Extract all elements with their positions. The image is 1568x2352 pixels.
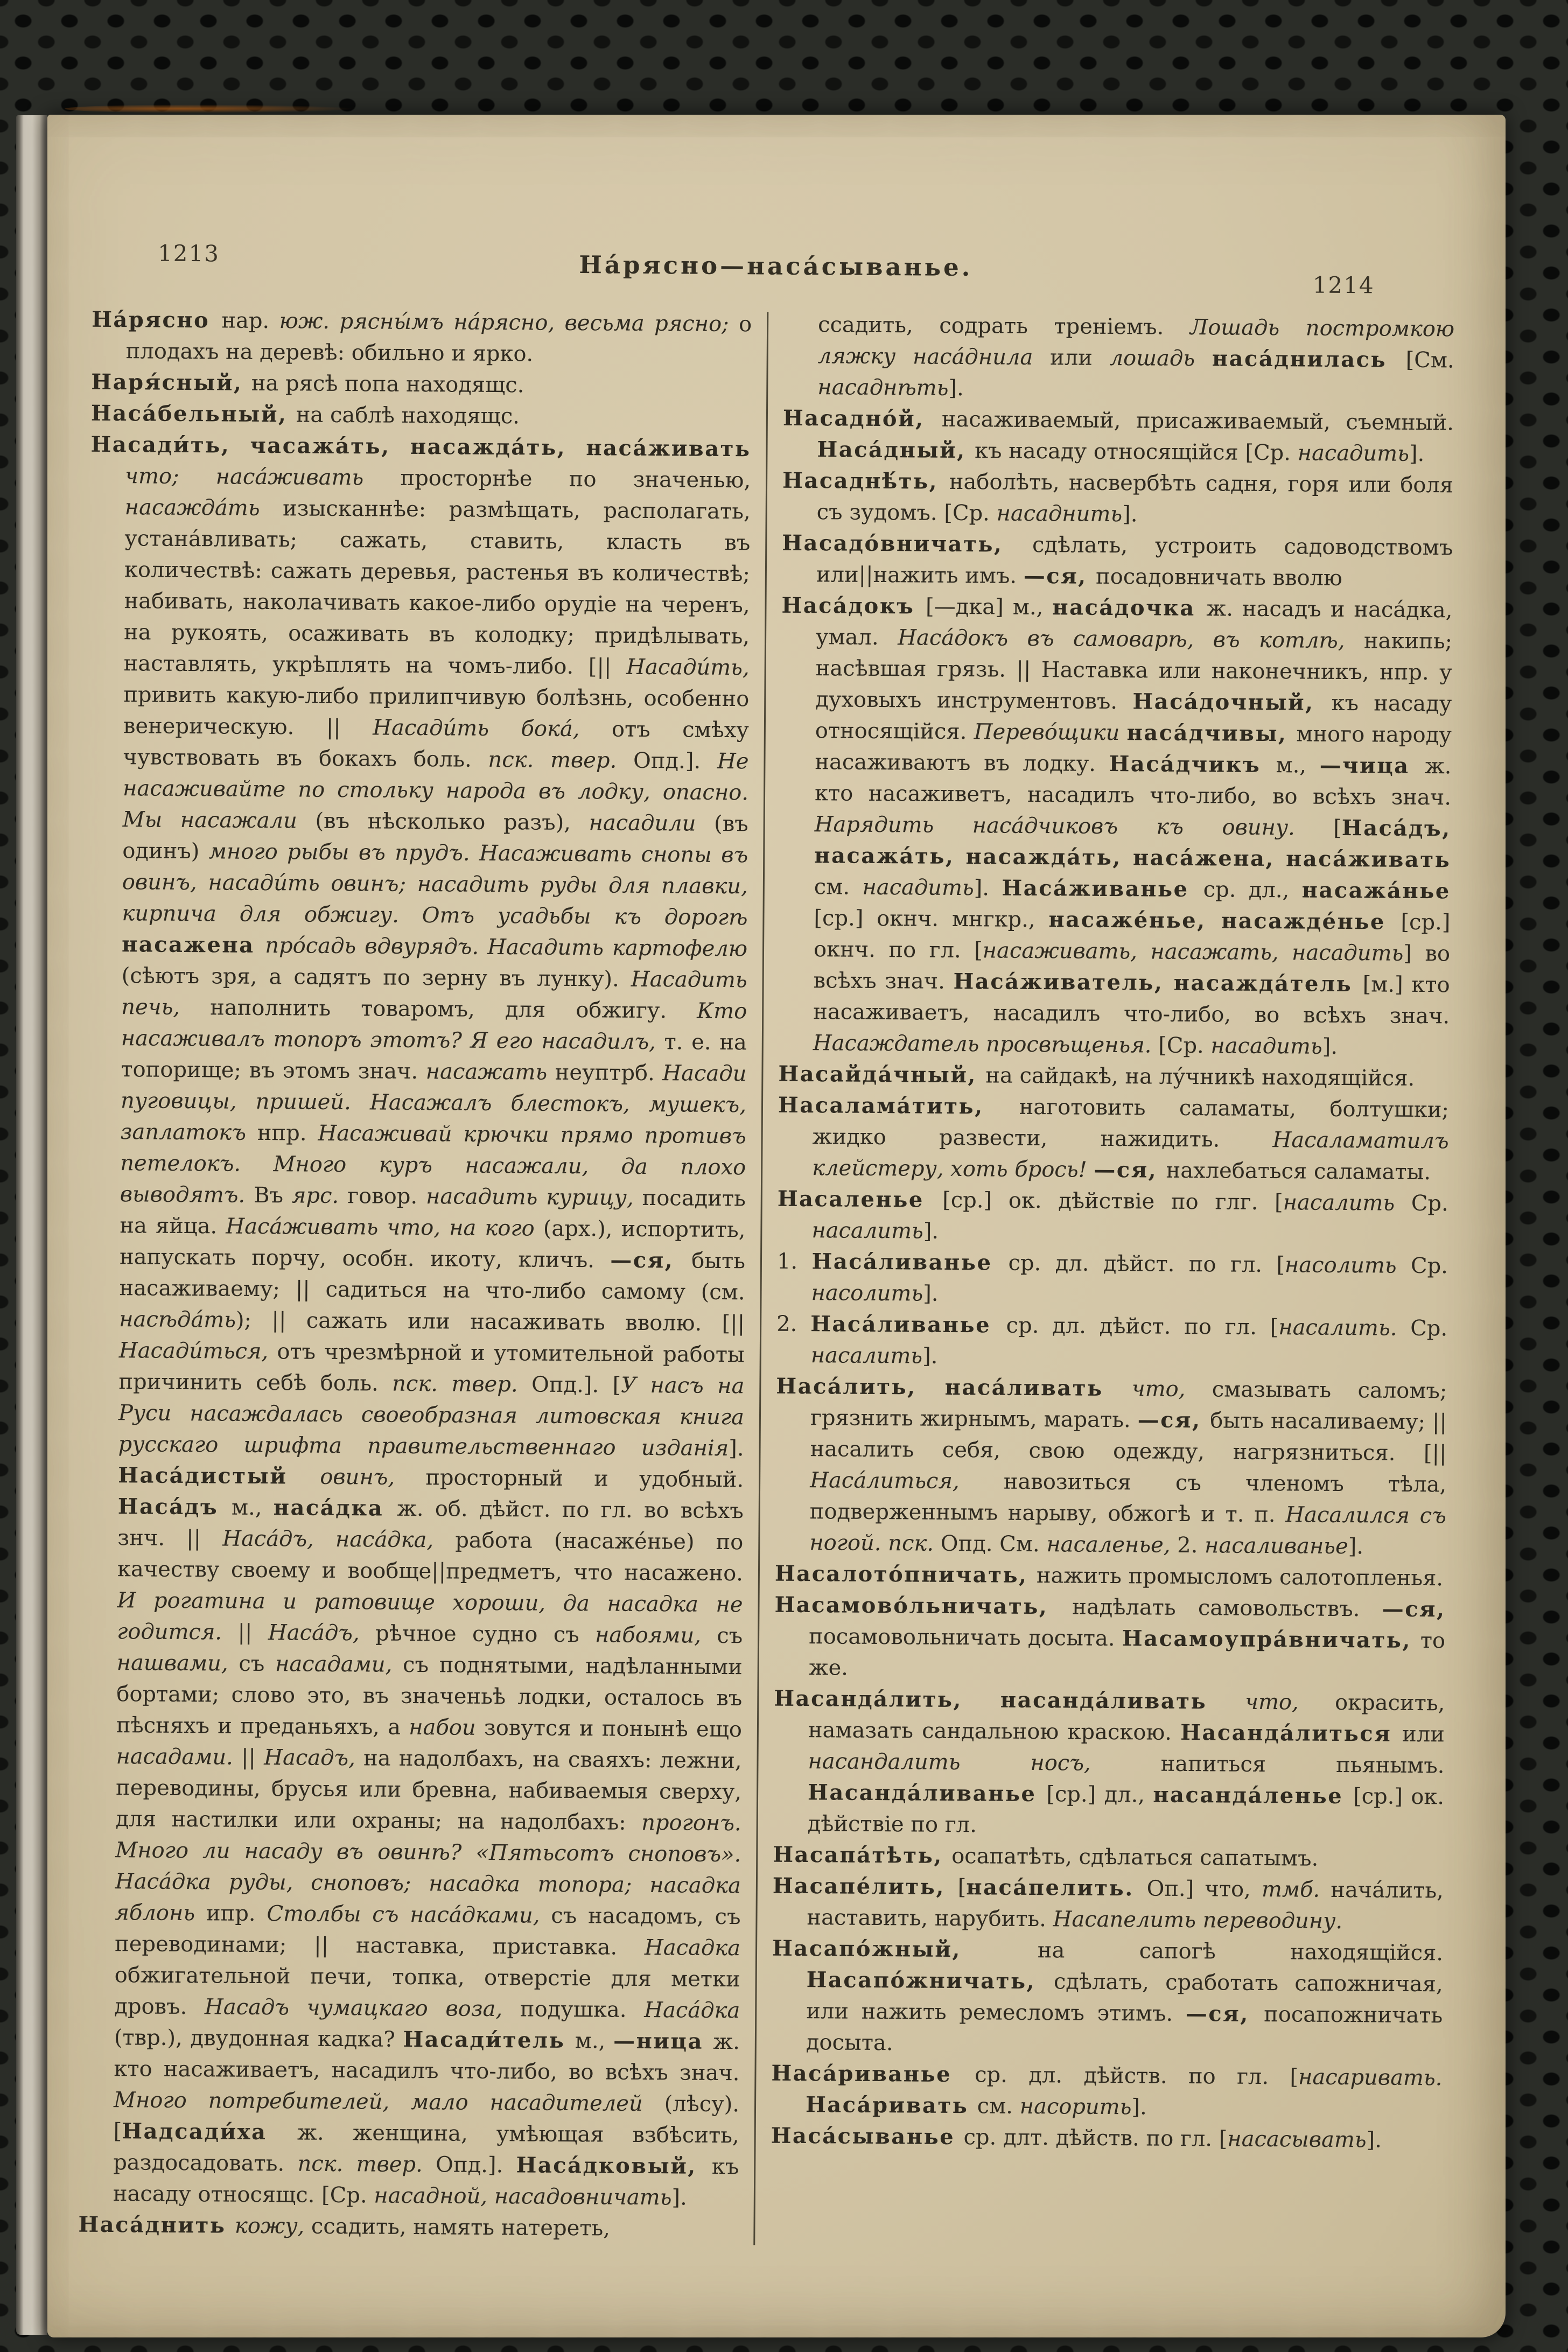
entry-text-segment: (въ одинъ) — [122, 811, 748, 864]
entry-text-segment: Наса́живать что, на кого — [226, 1214, 543, 1241]
dictionary-entry — [91, 398, 751, 434]
entry-text-segment: юж. рясны́мъ на́рясно, весьма рясно; — [279, 309, 739, 337]
entry-text-segment: быть насаживаему; || садиться на что-либо самому (см. — [119, 1248, 746, 1305]
entry-text-segment: ]. — [671, 2185, 687, 2210]
dictionary-entry — [779, 590, 1453, 1063]
entry-text-segment: накипь; насѣвшая грязь. || Наставка или наконечникъ, нпр. у духовыхъ инструментовъ. — [815, 628, 1453, 715]
entry-text-segment: м., — [575, 2028, 614, 2054]
entry-text-segment: ср. дл. дѣйст. по гл. [ — [1008, 1250, 1285, 1278]
entry-text-segment: ср. дл. дѣйст. по гл. [ — [1006, 1313, 1279, 1340]
entry-text-segment: (лѣсу). [ — [113, 2091, 740, 2144]
entry-text-segment: пск. твер. — [297, 2151, 436, 2178]
entry-text-segment: кожу, — [234, 2213, 312, 2239]
entry-text-segment: Опд.]. — [633, 748, 718, 774]
entry-text-segment: насаривать. — [1298, 2064, 1443, 2091]
entry-text-segment: съ поднятыми, надѣланными бортами; слово это, въ значеньѣ лодки, осталось въ пѣсняхъ и преданьяхъ, а — [116, 1652, 743, 1740]
entry-text-segment: съ — [239, 1651, 276, 1677]
entry-text-segment: Наса́риванье — [771, 2060, 975, 2088]
dictionary-entry — [775, 1558, 1446, 1594]
entry-text-segment: —ся, — [1023, 563, 1096, 589]
book-cover-edge — [65, 104, 355, 113]
entry-text-segment: окрасить, намазать сандальною краскою. — [808, 1690, 1445, 1745]
entry-text-segment: ]. — [1348, 1534, 1364, 1559]
entry-text-segment: Лошадь постромкою ляжку наса́днила — [817, 314, 1455, 370]
dictionary-entry — [92, 304, 752, 372]
entry-text-segment: —ница — [613, 2028, 713, 2054]
entry-text-segment: —ся, — [610, 1247, 692, 1273]
entry-text-segment: посадить на яйца. — [120, 1185, 746, 1239]
entry-text-segment: ипр. — [206, 1901, 267, 1927]
entry-text-segment: ярс. — [291, 1183, 348, 1209]
entry-text-segment: надѣлать самовольствъ. — [1072, 1594, 1382, 1622]
entry-text-segment: (сѣютъ зря, а садятъ по зерну въ лунку). — [121, 963, 631, 992]
entry-text-segment: насалить — [810, 1343, 923, 1369]
entry-text-segment: Насамово́льничать, — [774, 1592, 1073, 1620]
entry-text-segment: ж. об. дѣйст. по гл. во всѣхъ знч. || — [117, 1496, 744, 1551]
entry-text-segment: Насадно́й, — [782, 405, 942, 432]
dictionary-entry — [772, 1933, 1444, 2063]
dictionary-entry — [782, 528, 1453, 595]
entry-text-segment: напиться пьянымъ. — [1160, 1751, 1445, 1779]
dictionary-entry — [776, 1308, 1448, 1376]
entry-text-segment: насажда́ть — [124, 495, 283, 521]
entry-text-segment: ]. — [1366, 2127, 1382, 2153]
dictionary-entry — [773, 1839, 1444, 1875]
entry-text-segment: прогонъ. Много ли насаду въ овинѣ? «Пятьсотъ сноповъ». Наса́дка руды, сноповъ; насадка топора; насадка яблонь — [115, 1810, 741, 1926]
entry-text-segment: насадить — [862, 874, 974, 901]
entry-text-segment: нача́лить, наставить, нарубить. — [807, 1877, 1444, 1932]
dictionary-entry — [773, 1683, 1445, 1844]
entry-text-segment: И рогатина и ратовище хороши, да насадка не годится. — [117, 1588, 743, 1645]
entry-text-segment: Насади́ть бока́, — [373, 715, 612, 742]
entry-text-segment: нажить промысломъ салотопленья. — [1036, 1563, 1444, 1591]
entry-text-segment: Наса́ливанье — [811, 1249, 1009, 1276]
entry-text-segment: м., — [231, 1495, 274, 1521]
entry-text-segment: (въ нѣсколько разъ), — [315, 808, 589, 836]
entry-text-segment: насаливанье — [1204, 1533, 1348, 1559]
column-divider — [753, 312, 768, 2245]
entry-text-segment: Наса́днить — [78, 2211, 235, 2238]
entry-text-segment: наполнить товаромъ, для обжигу. — [210, 995, 697, 1024]
entry-text-segment: смазывать саломъ; грязнить жирнымъ, марать. — [810, 1377, 1447, 1433]
dictionary-entry — [772, 1871, 1444, 1938]
entry-text-segment: насалить — [811, 1218, 923, 1244]
entry-text-segment: Наса́ливанье — [810, 1311, 1006, 1338]
entry-text-segment: [ср.] окнч. мнгкр., — [814, 906, 1049, 933]
entry-text-segment: На́рясно — [92, 306, 222, 333]
entry-text-segment: Наса́докъ — [781, 592, 926, 619]
entry-text-segment: Столбы съ наса́дками, — [267, 1901, 551, 1928]
entry-text-segment: Опд.]. [ — [531, 1372, 621, 1398]
entry-text-segment: наболѣть, насвербѣть садня, горя или боля съ зудомъ. [Ср. — [816, 469, 1454, 526]
entry-text-segment: ср. длт. дѣйств. по гл. [ — [963, 2125, 1228, 2152]
entry-text-segment: просторный и удобный. — [425, 1465, 744, 1493]
column-right — [770, 309, 1454, 2250]
entry-text-segment: Насапо́жный, — [772, 1935, 1038, 1963]
entry-text-segment: осапатѣть, сдѣлаться сапатымъ. — [951, 1843, 1319, 1871]
entry-text-segment: просторнѣе по значенью, — [400, 465, 751, 493]
entry-text-segment: насажена — [121, 932, 265, 958]
dictionary-entry — [777, 1184, 1448, 1251]
entry-text-segment: посадовничать вволю — [1095, 564, 1343, 591]
entry-text-segment: насанда́ленье — [1153, 1782, 1354, 1809]
entry-text-segment: Кто насаживалъ топоръ этотъ? Я его насадилъ, — [121, 998, 747, 1055]
entry-text-segment: что, — [1245, 1689, 1335, 1715]
entry-text-segment: Наса́дъ, насажа́ть, насажда́ть, наса́жена, наса́живать — [814, 815, 1451, 873]
dictionary-text-body — [78, 304, 1454, 2250]
entry-text-segment: Насалото́пничать, — [774, 1560, 1037, 1588]
entry-text-segment: т. е. на топорище; въ этомъ знач. — [121, 1030, 747, 1084]
entry-text-segment: насалить — [1283, 1190, 1412, 1216]
entry-text-segment: Наса́дчикъ — [1109, 751, 1276, 778]
entry-text-segment: овинъ, — [320, 1464, 426, 1490]
entry-text-segment: наса́дчивы, — [1126, 720, 1297, 747]
entry-text-segment: ]. — [923, 1219, 939, 1244]
dictionary-entry — [771, 2120, 1441, 2157]
entry-text-segment: —ся, — [1137, 1407, 1210, 1433]
entry-text-segment: ]. — [923, 1281, 939, 1306]
entry-text-segment: насорить — [1019, 2094, 1132, 2120]
entry-text-segment: Насадъ чумацкаго воза, — [204, 1994, 521, 2022]
entry-text-segment: Насанда́лить, насанда́ливать — [774, 1685, 1245, 1714]
entry-text-segment: Насадить печь, — [121, 967, 747, 1020]
entry-text-segment: Насалама́тить, — [778, 1092, 1019, 1119]
entry-text-segment: см. — [814, 874, 863, 900]
entry-text-segment: ж. кто насаживаетъ, насадилъ что-либо, во всѣхъ знач. — [114, 2029, 740, 2086]
entry-text-segment: Наса́дковый, — [516, 2152, 712, 2179]
dictionary-entry — [778, 1059, 1449, 1095]
entry-text-segment: —ся, — [1094, 1157, 1166, 1183]
entry-text-segment: ж. насадъ и наса́дка, умал. — [815, 596, 1453, 650]
entry-text-segment: говор. — [347, 1184, 426, 1209]
entry-text-segment: насаже́нье, насажде́нье — [1048, 907, 1401, 935]
entry-text-segment: быть насаливаему; || насалить себя, свою одежду, нагрязниться. [|| — [810, 1408, 1447, 1466]
entry-text-segment: набоями, — [594, 1622, 717, 1648]
entry-text-segment: [ср.] дл., — [1046, 1782, 1153, 1808]
entry-text-segment: на саблѣ находящс. — [296, 402, 520, 429]
entry-text-segment: Насалился съ ногой. пск. — [809, 1502, 1446, 1556]
entry-text-segment: на сапогѣ находящійся. — [1037, 1938, 1444, 1966]
dictionary-entry — [782, 465, 1454, 533]
entry-text-segment: насадить курицу, — [425, 1184, 642, 1210]
entry-text-segment: наса́днилась — [1212, 346, 1406, 373]
entry-text-segment: посамовольничать досыта. — [808, 1624, 1123, 1651]
entry-text-segment: работа (насаже́нье) по качеству своему и вообще||предметъ, что насажено. — [117, 1528, 744, 1586]
entry-text-segment: наса́пелить. — [966, 1874, 1147, 1901]
entry-text-segment: Насамоупра́вничать, — [1122, 1626, 1421, 1654]
entry-text-segment: ср. дл. дѣйств. по гл. [ — [975, 2062, 1299, 2090]
entry-text-segment: на рясѣ попа находящс. — [251, 370, 524, 398]
entry-text-segment: зовутся и понынѣ ещо — [484, 1715, 743, 1742]
entry-text-segment: ]. — [948, 375, 964, 401]
entry-text-segment: Наса́литься, — [810, 1468, 1004, 1494]
entry-text-segment: насажать — [425, 1059, 555, 1085]
entry-text-segment: Наса́дистый — [118, 1462, 320, 1489]
entry-text-segment: —чица — [1319, 752, 1425, 779]
entry-text-segment: сдѣлать, сработать сапожничая, или нажить ремесломъ этимъ. — [806, 1969, 1443, 2027]
entry-text-segment: съ — [717, 1623, 743, 1649]
entry-text-segment: [Ср. — [1158, 1033, 1211, 1059]
entry-text-segment: что; наса́живать — [124, 464, 401, 491]
entry-text-segment: У насъ на Руси насаждалась своеобразная литовская книга русскаго шрифта правительственнаго изданія — [118, 1373, 745, 1461]
entry-text-segment: Насанда́литься — [1180, 1719, 1403, 1747]
entry-text-segment: Перево́щики — [974, 719, 1127, 746]
entry-text-segment: Опд.]. — [435, 2152, 516, 2178]
entry-text-segment: [ср.] ок. дѣйствіе по гл. — [807, 1784, 1445, 1838]
entry-text-segment: ]. — [922, 1343, 938, 1369]
entry-text-segment: [ — [1333, 815, 1342, 841]
entry-text-segment: Много потребителей, мало насадителей — [113, 2088, 664, 2117]
entry-text-segment: сдѣлать, устроить садоводствомъ или||нажить имъ. — [816, 532, 1453, 589]
entry-text-segment: Насади́ться, — [118, 1338, 277, 1364]
entry-text-segment: насаднѣть — [817, 375, 949, 401]
entry-text-segment: Насаднѣ́ть, — [782, 467, 950, 494]
entry-text-segment: Наса́лить, наса́ливать — [776, 1373, 1132, 1402]
entry-text-segment: что, — [1131, 1376, 1213, 1402]
entry-text-segment: нар. — [221, 308, 279, 334]
entry-text-segment: насолить — [811, 1280, 923, 1306]
entry-text-segment: наготовить саламаты, болтушки; жидко развести, нажидить. — [812, 1094, 1450, 1153]
entry-text-segment: Насади́тель — [403, 2026, 575, 2054]
entry-text-segment: [ср.] ок. дѣйствіе по глг. [ — [942, 1187, 1283, 1215]
entry-text-segment: м., — [1276, 753, 1320, 778]
entry-text-segment: нпр. — [257, 1120, 318, 1146]
entry-text-segment: то же. — [808, 1628, 1446, 1681]
page-content — [32, 114, 1506, 2347]
entry-text-segment: см. — [977, 2094, 1020, 2119]
dictionary-entry — [771, 2058, 1443, 2125]
entry-text-segment: насаживаемый, присаживаемый, съемный. — [941, 407, 1454, 436]
entry-text-segment: Наса́бельный, — [90, 400, 296, 428]
entry-text-segment: ж. женщина, умѣющая взбѣсить, раздосадовать. — [113, 2120, 739, 2176]
entry-text-segment: ]. — [729, 1436, 744, 1461]
entry-text-segment: Ср. — [1410, 1315, 1448, 1341]
entry-text-segment: ]. — [1409, 441, 1425, 467]
entry-text-segment: насаживать, насажать, насадить — [982, 938, 1404, 966]
dictionary-entry — [783, 309, 1454, 408]
entry-text-segment: насадить — [1297, 440, 1410, 466]
entry-text-segment: набои — [409, 1714, 485, 1740]
entry-text-segment: рѣчное судно съ — [375, 1621, 596, 1648]
entry-text-segment: съ насадомъ, съ переводинами; || наставка, приставка. — [114, 1903, 741, 1960]
entry-text-segment: Наса́живанье — [1002, 875, 1203, 902]
entry-text-segment: ссадить, намять натереть, — [311, 2214, 611, 2241]
entry-text-segment: привить какую-либо прилипчивую болѣзнь, особенно венерическую. || — [123, 682, 750, 740]
entry-text-segment: Насади́ть, — [626, 654, 750, 681]
entry-text-segment: отъ смѣху чувствовать въ бокахъ боль. — [123, 717, 750, 772]
dictionary-entry — [775, 1371, 1447, 1563]
entry-text-segment: ] во всѣхъ знач. — [813, 941, 1451, 994]
entry-text-segment: —ся, — [1185, 2001, 1264, 2027]
dictionary-entry — [79, 429, 751, 2214]
entry-text-segment: Насапе́лить, — [772, 1873, 958, 1900]
entry-text-segment: пск. твер. — [392, 1371, 532, 1397]
entry-text-segment: насаднить — [996, 501, 1123, 527]
entry-text-segment: Наса́дочный, — [1132, 689, 1332, 716]
entry-text-segment: Ср. — [1410, 1253, 1448, 1279]
column-left — [78, 304, 752, 2245]
entry-text-segment: лошадь — [1109, 345, 1213, 372]
entry-text-segment: Насапо́жничать, — [806, 1967, 1054, 1994]
entry-text-segment: Насайда́чный, — [778, 1061, 986, 1088]
entry-text-segment: ); || сажать или насаживать вволю. [|| — [235, 1307, 745, 1336]
entry-text-segment: Насадо́вничать, — [782, 530, 1033, 557]
entry-text-segment: Насанда́ливанье — [807, 1780, 1047, 1807]
entry-text-segment: много рыбы въ прудъ. Насаживать снопы въ овинъ, насади́ть овинъ; насадить руды для плавки, кирпича для обжигу. Отъ усадьбы къ дорогѣ — [122, 839, 748, 930]
entry-text-segment: насадами. — [116, 1744, 242, 1770]
entry-text-segment: или — [1049, 345, 1110, 370]
entry-text-segment: Опд. См. — [940, 1531, 1047, 1557]
entry-text-segment: Наса́дъ — [117, 1494, 232, 1520]
entry-text-segment: || — [241, 1745, 264, 1770]
entry-text-segment: 1. — [776, 1249, 812, 1275]
entry-text-segment: ссадить, содрать треніемъ. — [817, 312, 1191, 340]
entry-text-segment: Насадъ, — [264, 1745, 364, 1771]
dictionary-entry — [91, 367, 751, 403]
entry-text-segment: Нарядить наса́дчиковъ къ овину. — [814, 812, 1334, 841]
entry-text-segment: насолить — [1284, 1252, 1411, 1278]
entry-text-segment: ]. — [974, 876, 1002, 901]
entry-text-segment: пск. твер. — [488, 747, 634, 773]
entry-text-segment: наса́дка — [273, 1495, 397, 1521]
entry-text-segment: Наса́живатель, насажда́тель — [953, 968, 1363, 997]
entry-text-segment: Насапелить переводину. — [1053, 1907, 1343, 1934]
entry-text-segment: или — [1402, 1721, 1445, 1747]
dictionary-entry — [782, 403, 1454, 470]
entry-text-segment: подушка. — [520, 1997, 645, 2022]
entry-text-segment: [—дка] м., — [925, 594, 1053, 620]
entry-text-segment: Наса́дъ, — [268, 1620, 376, 1646]
entry-text-segment: тмб. — [1261, 1877, 1331, 1902]
entry-text-segment: (твр.), двудонная кадка? — [114, 2025, 403, 2052]
entry-text-segment: отъ чрезмѣрной и утомительной работы причинить себѣ боль. — [118, 1339, 745, 1396]
book-page — [47, 115, 1506, 2337]
entry-text-segment: Надсади́ха — [122, 2118, 298, 2145]
entry-text-segment: [ — [957, 1875, 967, 1900]
entry-text-segment: Насади пуговицы, пришей. Насажалъ блестокъ, мушекъ, заплатокъ — [120, 1061, 747, 1145]
entry-text-segment: Оп.] что, — [1146, 1876, 1262, 1902]
dictionary-entry — [78, 2209, 738, 2245]
entry-text-segment: ]. — [1131, 2095, 1147, 2120]
entry-text-segment: насадить — [1210, 1033, 1322, 1059]
entry-text-segment: насаленье, — [1046, 1532, 1178, 1558]
entry-text-segment: ]. — [1322, 1034, 1338, 1059]
entry-text-segment: обжигательной печи, топка, отверстіе для метки дровъ. — [114, 1963, 740, 2020]
entry-text-segment: [ср.] окнч. по гл. [ — [813, 909, 1451, 963]
entry-text-segment: Наря́сный, — [91, 369, 252, 396]
entry-text-segment: [См. — [1405, 347, 1454, 373]
entry-text-segment: посапожничать досыта. — [806, 2002, 1443, 2056]
dictionary-entry — [774, 1590, 1446, 1688]
entry-text-segment: Насаламатилъ клейстеру, хоть брось! — [812, 1128, 1449, 1182]
entry-text-segment: Насадка — [644, 1935, 741, 1961]
entry-text-segment: насадили — [589, 810, 715, 836]
entry-text-segment: къ насаду относящійся. — [815, 690, 1452, 745]
entry-text-segment: изысканнѣе: размѣщать, располагать, устана́вливать; сажать, ставить, класть въ количествѣ: сажать деревья, растенья въ количествѣ; набивать, наколачивать какое-либо орудіе на черенъ, на рукоять, осаживать въ колодку; придѣлывать, наставлять, укрѣплять на чомъ-либо. [|| — [123, 496, 751, 680]
entry-text-segment: Насади́ть, часажа́ть, насажда́ть, наса́живать — [90, 431, 751, 462]
entry-text-segment: Ср. — [1411, 1191, 1448, 1216]
entry-text-segment: Насапа́тѣть, — [773, 1842, 952, 1868]
entry-text-segment: 2. — [1177, 1532, 1205, 1558]
entry-text-segment: [м.] кто насаживаетъ, насадилъ что-либо, во всѣхъ знач. — [813, 972, 1450, 1029]
page-number-right: 1214 — [1312, 271, 1375, 299]
entry-text-segment: про́садь вдвурядъ. Насадить картофелю — [265, 933, 748, 962]
entry-text-segment: ср. дл., — [1203, 877, 1302, 903]
entry-text-segment: насѣда́ть — [119, 1307, 236, 1333]
entry-text-segment: о плодахъ на деревѣ: обильно и ярко. — [125, 312, 752, 367]
entry-text-segment: къ насаду относящійся [Ср. — [974, 438, 1298, 466]
entry-text-segment: Наса́докъ въ самоварѣ, въ котлѣ, — [898, 625, 1364, 654]
dictionary-entry — [778, 1090, 1449, 1188]
entry-text-segment: ж. кто насаживетъ, насадилъ что-либо, во всѣхъ знач. — [814, 754, 1452, 810]
entry-text-segment: насадами, — [275, 1651, 403, 1677]
entry-text-segment: насасывать — [1227, 2126, 1367, 2153]
entry-text-segment: Наса́дный, — [817, 437, 975, 464]
entry-text-segment: навозиться съ членомъ тѣла, подверженнымъ нарыву, обжогѣ и т. п. — [809, 1469, 1447, 1528]
entry-text-segment: Насаживай крючки прямо противъ петелокъ. Много куръ насажали, да плохо выводятъ. — [120, 1121, 746, 1208]
entry-text-segment: насандалить носъ, — [808, 1749, 1161, 1776]
entry-text-segment: насадной, насадовничать — [374, 2183, 672, 2210]
entry-text-segment: Въ — [254, 1182, 292, 1208]
entry-text-segment: нашвами, — [116, 1650, 239, 1676]
entry-text-segment: Наса́дъ, наса́дка, — [222, 1526, 456, 1553]
entry-text-segment: Наса́сыванье — [771, 2123, 964, 2150]
entry-text-segment: (арх.), испортить, напускать порчу, особн. икоту, кличъ. — [119, 1216, 746, 1273]
entry-text-segment: нахлебаться саламаты. — [1166, 1158, 1431, 1185]
entry-text-segment: наса́дочка — [1052, 594, 1207, 621]
entry-text-segment: Насаждатель просвѣщенья. — [813, 1031, 1159, 1058]
dictionary-entry — [776, 1246, 1448, 1313]
entry-text-segment: неуптрб. — [555, 1060, 663, 1086]
running-title: На́рясно—наса́сыванье. — [579, 250, 973, 282]
entry-text-segment: Наса́ривать — [805, 2092, 977, 2119]
entry-text-segment: Насаленье — [777, 1186, 943, 1213]
entry-text-segment: много народу насаживаютъ въ лодку. — [815, 722, 1452, 776]
entry-text-segment: насалить. — [1278, 1315, 1411, 1341]
entry-text-segment: || — [237, 1620, 269, 1646]
entry-text-segment: ]. — [1122, 502, 1138, 527]
entry-text-segment: на сайдакѣ, на лу́чникѣ находящійся. — [985, 1063, 1415, 1091]
entry-text-segment: Наса́дка — [644, 1997, 740, 2024]
entry-text-segment: къ насаду относящс. [Ср. — [113, 2154, 739, 2208]
entry-text-segment: Не насаживайте по стольку народа въ лодку, опасно. Мы насажали — [122, 748, 749, 834]
entry-text-segment: на надолбахъ, на сваяхъ: лежни, переводины, брусья или бревна, набиваемыя сверху, для настилки или охраны; на надолбахъ: — [115, 1746, 742, 1835]
entry-text-segment: насажа́нье — [1301, 877, 1451, 904]
entry-text-segment: 2. — [776, 1311, 811, 1337]
page-number-left: 1213 — [157, 240, 220, 267]
entry-text-segment: —ся, — [1382, 1596, 1446, 1622]
